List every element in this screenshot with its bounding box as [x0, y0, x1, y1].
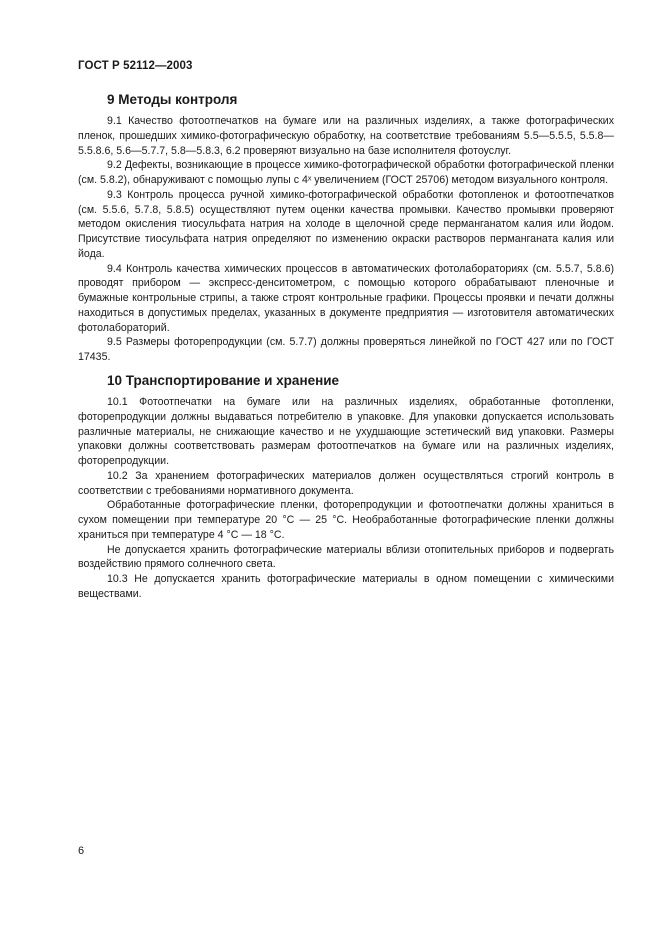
- section-body-transport-storage: [78, 395, 614, 602]
- section-body-control-methods: [78, 114, 614, 365]
- paragraph-10-3: 10.3 Не допускается хранить фотографические материалы в одном помещении с химическими веществами.: [78, 573, 614, 600]
- paragraph-9-4: 9.4 Контроль качества химических процессов в автоматических фотолабораториях (см. 5.5.7, 5.8.6) проводят прибором — экспресс-денситометром, с помощью которого обрабатывают пленочные и бумажные контрольные стрипы, а также строят контрольные графики. Процессы проявки и печати должны находиться в допустимых пределах, указанных в документе предприятия — изготовителя автоматических фотолабораторий.: [78, 262, 614, 334]
- paragraph-9-1: 9.1 Качество фотоотпечатков на бумаге или на различных изделиях, а также фотографических пленок, прошедших химико-фотографическую обработку, на соответствие требованиям 5.5—5.5.5, 5.5.8—5.5.8.6, 5.6—5.7.7, 5.8—5.8.3, 6.2 проверяют визуально на базе исполнителя фотоуслуг.: [78, 115, 614, 157]
- paragraph-10-2: 10.2 За хранением фотографических материалов должен осуществляться строгий контроль в соответствии с требованиями нормативного документа.: [78, 469, 614, 497]
- paragraph-9-2: 9.2 Дефекты, возникающие в процессе химико-фотографической обработки фотографической пленки (см. 5.8.2), обнаруживают с помощью лупы с 4ˣ увеличением (ГОСТ 25706) методом визуального контроля.: [78, 159, 614, 186]
- section-heading-transport-storage: 10 Транспортирование и хранение: [107, 373, 340, 388]
- page-number: 6: [78, 845, 85, 857]
- section-heading-control-methods: 9 Методы контроля: [107, 92, 238, 107]
- paragraph-storage-prohibition: Не допускается хранить фотографические материалы вблизи отопительных приборов и подвергать воздействию прямого солнечного света.: [78, 543, 614, 571]
- paragraph-storage-conditions: Обработанные фотографические пленки, фоторепродукции и фотоотпечатки должны храниться в сухом помещении при температуре 20 °С — 25 °С. Необработанные фотографические пленки должны храниться при температуре 4 °С — 18 °С.: [78, 499, 614, 541]
- paragraph-9-5: 9.5 Размеры фоторепродукции (см. 5.7.7) должны проверяться линейкой по ГОСТ 427 или по ГОСТ 17435.: [78, 336, 614, 363]
- paragraph-9-3: 9.3 Контроль процесса ручной химико-фотографической обработки фотопленок и фотоотпечатков (см. 5.5.6, 5.7.8, 5.8.5) осуществляют путем оценки качества промывки. Качество промывки проверяют методом окисления тиосульфата натрия на холоде в щелочной среде перманганатом калия или йодом. Присутствие тиосульфата натрия определяют по изменению окраски растворов перманганата калия или йода.: [78, 188, 614, 260]
- paragraph-10-1: 10.1 Фотоотпечатки на бумаге или на различных изделиях, обработанные фотопленки, фоторепродукции должны выдаваться потребителю в упаковке. Для упаковки допускается использовать различные материалы, не снижающие качество и не ухудшающие эстетический вид упаковки. Размеры упаковки должны соответствовать размерам фотоотпечатков на бумаге или на различных изделиях, фоторепродукции.: [78, 396, 614, 467]
- document-code-header: ГОСТ Р 52112—2003: [78, 60, 193, 72]
